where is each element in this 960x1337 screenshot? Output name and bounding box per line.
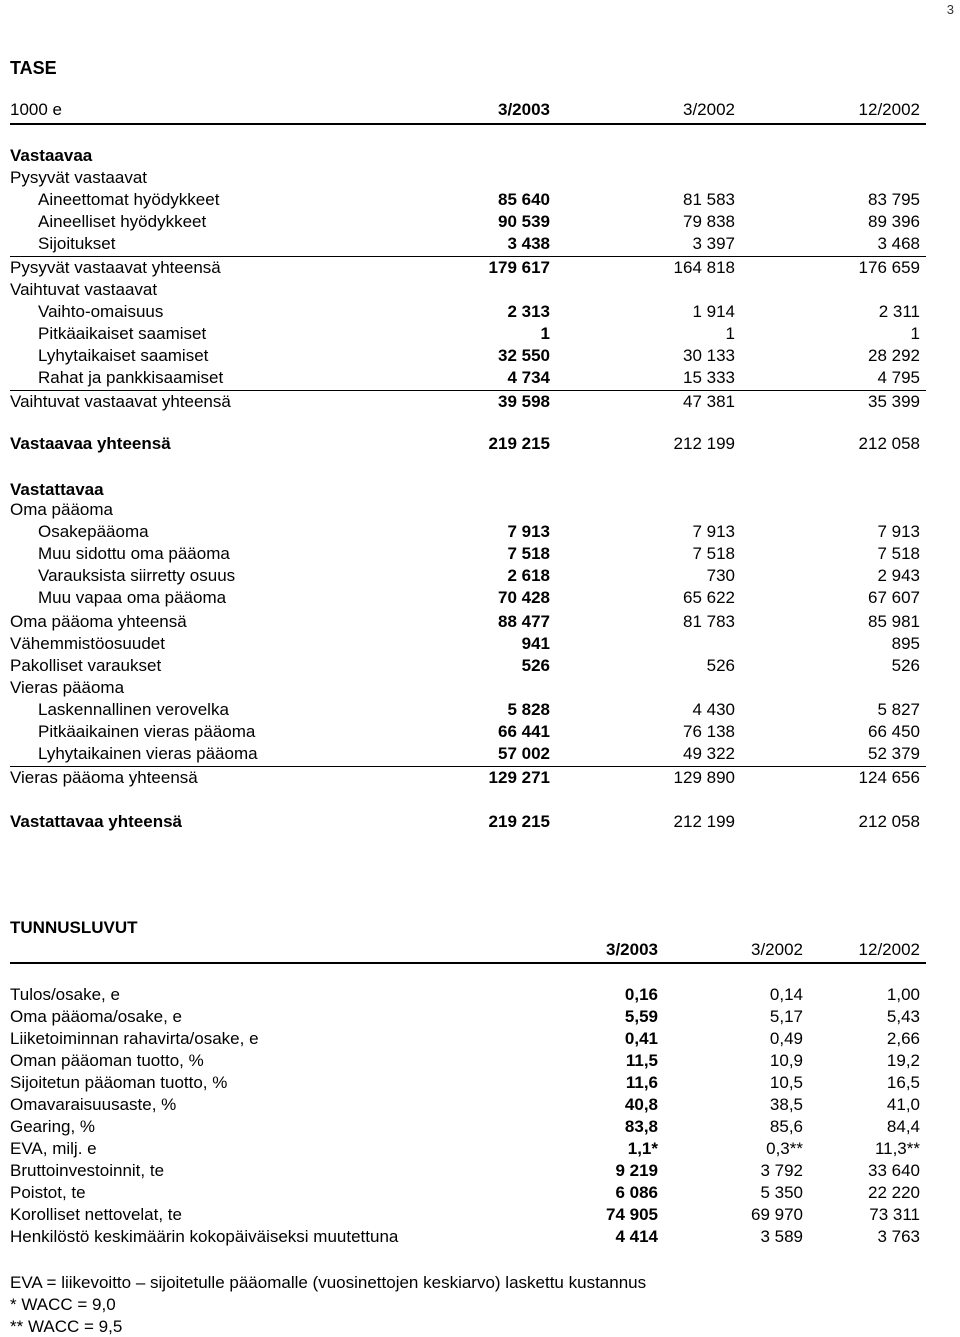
tunnusluvut-col-12-2002: 12/2002 xyxy=(858,940,920,959)
tase-row-label: Vaihtuvat vastaavat xyxy=(10,280,158,299)
tase-cell-3-2003: 39 598 xyxy=(498,392,550,411)
tase-cell-12-2002: 52 379 xyxy=(868,744,920,763)
tase-cell-3-2003: 5 828 xyxy=(507,700,550,719)
tunnusluvut-cell-3-2002: 85,6 xyxy=(769,1117,803,1136)
tase-row-label: Vastattavaa xyxy=(10,480,104,499)
tase-cell-12-2002: 85 981 xyxy=(868,612,920,631)
tase-row xyxy=(0,656,960,676)
tunnusluvut-cell-3-2003: 11,6 xyxy=(625,1073,658,1092)
tase-cell-3-2003: 66 441 xyxy=(498,722,550,741)
tase-row-label: Vastaavaa xyxy=(10,146,93,165)
tase-cell-3-2003: 3 438 xyxy=(507,234,550,253)
tase-col-12-2002: 12/2002 xyxy=(858,100,920,119)
tunnusluvut-cell-12-2002: 41,0 xyxy=(886,1095,920,1114)
tase-title: TASE xyxy=(10,58,57,78)
tase-cell-3-2002: 15 333 xyxy=(683,368,735,387)
tunnusluvut-row-label: Omavaraisuusaste, % xyxy=(10,1095,177,1114)
tase-row xyxy=(0,368,960,388)
tase-cell-3-2003: 526 xyxy=(521,656,550,675)
tase-cell-3-2003: 1 xyxy=(540,324,550,343)
tase-row-label: Osakepääoma xyxy=(38,522,149,541)
tase-cell-3-2003: 2 618 xyxy=(507,566,550,585)
tase-row-label: Varauksista siirretty osuus xyxy=(38,566,236,585)
tase-cell-12-2002: 124 656 xyxy=(858,768,920,787)
tase-cell-3-2003: 129 271 xyxy=(488,768,550,787)
tunnusluvut-cell-12-2002: 11,3** xyxy=(874,1139,920,1158)
tase-cell-12-2002: 3 468 xyxy=(877,234,920,253)
tase-header-rule xyxy=(10,123,926,125)
tunnusluvut-cell-3-2003: 0,16 xyxy=(624,985,658,1004)
tunnusluvut-row xyxy=(0,1117,960,1137)
tase-row-label: Pitkäaikainen vieras pääoma xyxy=(38,722,256,741)
tunnusluvut-col-3-2002: 3/2002 xyxy=(751,940,803,959)
tunnusluvut-row-label: EVA, milj. e xyxy=(10,1139,97,1158)
footnote-eva: EVA = liikevoitto – sijoitetulle pääomalle (vuosinettojen keskiarvo) laskettu kustannus xyxy=(10,1273,647,1292)
tase-unit: 1000 e xyxy=(10,100,62,119)
tunnusluvut-cell-3-2003: 5,59 xyxy=(624,1007,658,1026)
tase-cell-3-2002: 3 397 xyxy=(692,234,735,253)
tase-cell-12-2002: 526 xyxy=(891,656,920,675)
tase-row-label: Vastaavaa yhteensä xyxy=(10,434,171,453)
tase-header-row xyxy=(0,100,960,120)
tase-row xyxy=(0,258,960,278)
tase-row xyxy=(0,302,960,322)
tunnusluvut-row xyxy=(0,1139,960,1159)
tunnusluvut-cell-3-2002: 0,3** xyxy=(766,1139,803,1158)
tunnusluvut-row xyxy=(0,1051,960,1071)
tase-row-label: Pysyvät vastaavat yhteensä xyxy=(10,258,221,277)
tase-cell-3-2002: 1 914 xyxy=(692,302,735,321)
tase-row xyxy=(0,544,960,564)
tase-row-label: Vähemmistöosuudet xyxy=(10,634,165,653)
tase-row-label: Muu vapaa oma pääoma xyxy=(38,588,227,607)
tase-row xyxy=(0,522,960,542)
tase-cell-3-2002: 7 518 xyxy=(692,544,735,563)
tase-row-label: Pitkäaikaiset saamiset xyxy=(38,324,207,343)
tase-row-label: Laskennallinen verovelka xyxy=(38,700,229,719)
tunnusluvut-header-row xyxy=(0,940,960,960)
tase-row xyxy=(0,700,960,720)
tase-cell-12-2002: 1 xyxy=(910,324,920,343)
tase-cell-12-2002: 4 795 xyxy=(877,368,920,387)
tase-cell-3-2002: 129 890 xyxy=(673,768,735,787)
tase-col-3-2002: 3/2002 xyxy=(683,100,735,119)
tase-cell-3-2003: 219 215 xyxy=(488,434,550,453)
tunnusluvut-row xyxy=(0,1073,960,1093)
tase-cell-3-2003: 85 640 xyxy=(498,190,550,209)
tase-cell-3-2002: 49 322 xyxy=(683,744,735,763)
tunnusluvut-row-label: Gearing, % xyxy=(10,1117,96,1136)
tase-cell-3-2002: 65 622 xyxy=(683,588,735,607)
tase-cell-3-2003: 7 913 xyxy=(507,522,550,541)
tase-row-label: Vastattavaa yhteensä xyxy=(10,812,182,831)
tunnusluvut-cell-3-2003: 83,8 xyxy=(624,1117,658,1136)
tase-row-label: Aineelliset hyödykkeet xyxy=(38,212,207,231)
tase-row xyxy=(0,234,960,254)
tase-row-label: Pakolliset varaukset xyxy=(10,656,162,675)
tase-cell-12-2002: 28 292 xyxy=(868,346,920,365)
tase-cell-3-2002: 81 583 xyxy=(683,190,735,209)
tase-row xyxy=(0,146,960,166)
tunnusluvut-col-3-2003: 3/2003 xyxy=(606,940,658,959)
tunnusluvut-row-label: Oma pääoma/osake, e xyxy=(10,1007,182,1026)
tase-cell-12-2002: 5 827 xyxy=(877,700,920,719)
tunnusluvut-cell-12-2002: 3 763 xyxy=(877,1227,920,1246)
tase-cell-3-2002: 81 783 xyxy=(683,612,735,631)
tase-cell-12-2002: 212 058 xyxy=(858,434,920,453)
tunnusluvut-cell-3-2002: 3 589 xyxy=(760,1227,803,1246)
tase-cell-3-2002: 212 199 xyxy=(673,434,735,453)
tunnusluvut-row-label: Korolliset nettovelat, te xyxy=(10,1205,182,1224)
tase-row xyxy=(0,612,960,632)
tase-cell-3-2002: 76 138 xyxy=(683,722,735,741)
tase-cell-3-2003: 32 550 xyxy=(498,346,550,365)
tase-cell-3-2003: 70 428 xyxy=(498,588,550,607)
tase-cell-3-2003: 941 xyxy=(521,634,550,653)
tase-row xyxy=(0,434,960,454)
tase-cell-3-2003: 219 215 xyxy=(488,812,550,831)
tase-row-label: Vaihto-omaisuus xyxy=(38,302,164,321)
tase-cell-12-2002: 2 943 xyxy=(877,566,920,585)
tase-cell-3-2002: 79 838 xyxy=(683,212,735,231)
tunnusluvut-row xyxy=(0,1183,960,1203)
tase-cell-3-2003: 88 477 xyxy=(498,612,550,631)
tunnusluvut-cell-3-2002: 5 350 xyxy=(760,1183,803,1202)
tunnusluvut-row xyxy=(0,1007,960,1027)
tunnusluvut-cell-3-2003: 74 905 xyxy=(606,1205,658,1224)
tase-cell-12-2002: 212 058 xyxy=(858,812,920,831)
tase-row xyxy=(0,678,960,698)
tase-cell-12-2002: 66 450 xyxy=(868,722,920,741)
tase-cell-3-2002: 47 381 xyxy=(683,392,735,411)
tase-cell-3-2002: 4 430 xyxy=(692,700,735,719)
tase-cell-12-2002: 67 607 xyxy=(868,588,920,607)
tase-cell-12-2002: 35 399 xyxy=(868,392,920,411)
tunnusluvut-cell-12-2002: 33 640 xyxy=(868,1161,920,1180)
tunnusluvut-row xyxy=(0,1095,960,1115)
tase-cell-3-2003: 57 002 xyxy=(498,744,550,763)
tase-row-label: Vieras pääoma xyxy=(10,678,125,697)
tase-row xyxy=(0,588,960,608)
tase-row-label: Lyhytaikainen vieras pääoma xyxy=(38,744,258,763)
tase-row xyxy=(0,212,960,232)
tunnusluvut-cell-3-2003: 1,1* xyxy=(627,1139,658,1158)
tunnusluvut-cell-3-2002: 69 970 xyxy=(751,1205,803,1224)
tunnusluvut-cell-3-2003: 6 086 xyxy=(615,1183,658,1202)
tunnusluvut-cell-3-2003: 11,5 xyxy=(625,1051,658,1070)
tase-row-label: Aineettomat hyödykkeet xyxy=(38,190,220,209)
tase-cell-3-2003: 4 734 xyxy=(507,368,550,387)
tunnusluvut-cell-3-2002: 38,5 xyxy=(769,1095,803,1114)
tunnusluvut-row-label: Poistot, te xyxy=(10,1183,86,1202)
page-number: 3 xyxy=(946,2,954,17)
tunnusluvut-row-label: Liiketoiminnan rahavirta/osake, e xyxy=(10,1029,259,1048)
tase-row xyxy=(0,768,960,788)
tunnusluvut-row-label: Tulos/osake, e xyxy=(10,985,120,1004)
tase-cell-12-2002: 176 659 xyxy=(858,258,920,277)
tunnusluvut-row xyxy=(0,985,960,1005)
tunnusluvut-row xyxy=(0,1227,960,1247)
tase-row-label: Lyhytaikaiset saamiset xyxy=(38,346,209,365)
tase-row xyxy=(0,480,960,500)
tase-cell-12-2002: 895 xyxy=(891,634,920,653)
tase-row xyxy=(0,722,960,742)
tase-row-label: Vaihtuvat vastaavat yhteensä xyxy=(10,392,231,411)
tunnusluvut-row xyxy=(0,1029,960,1049)
tase-cell-3-2003: 179 617 xyxy=(488,258,550,277)
tase-row-label: Rahat ja pankkisaamiset xyxy=(38,368,224,387)
tase-cell-3-2002: 1 xyxy=(725,324,735,343)
tase-row-label: Muu sidottu oma pääoma xyxy=(38,544,230,563)
tunnusluvut-header-rule xyxy=(10,962,926,964)
tase-cell-12-2002: 89 396 xyxy=(868,212,920,231)
subtotal-rule xyxy=(10,766,926,767)
tase-row xyxy=(0,190,960,210)
tase-cell-3-2002: 526 xyxy=(706,656,735,675)
tunnusluvut-row-label: Sijoitetun pääoman tuotto, % xyxy=(10,1073,228,1092)
tase-col-3-2003: 3/2003 xyxy=(498,100,550,119)
tase-row xyxy=(0,280,960,300)
tase-row xyxy=(0,634,960,654)
tase-cell-12-2002: 7 913 xyxy=(877,522,920,541)
tunnusluvut-cell-3-2002: 5,17 xyxy=(769,1007,803,1026)
tase-row-label: Sijoitukset xyxy=(38,234,116,253)
tase-cell-3-2003: 90 539 xyxy=(498,212,550,231)
tunnusluvut-cell-12-2002: 1,00 xyxy=(886,985,920,1004)
tunnusluvut-cell-3-2002: 10,9 xyxy=(769,1051,803,1070)
tunnusluvut-cell-12-2002: 19,2 xyxy=(886,1051,920,1070)
tase-row xyxy=(0,812,960,832)
tase-row-label: Oma pääoma xyxy=(10,500,113,519)
tase-cell-3-2002: 212 199 xyxy=(673,812,735,831)
tunnusluvut-cell-3-2003: 40,8 xyxy=(624,1095,658,1114)
tunnusluvut-cell-12-2002: 16,5 xyxy=(886,1073,920,1092)
tase-row xyxy=(0,744,960,764)
tunnusluvut-row-label: Henkilöstö keskimäärin kokopäiväiseksi muutettuna xyxy=(10,1227,399,1246)
tunnusluvut-row xyxy=(0,1205,960,1225)
tunnusluvut-cell-12-2002: 22 220 xyxy=(868,1183,920,1202)
tunnusluvut-cell-3-2002: 0,49 xyxy=(769,1029,803,1048)
tase-row-label: Vieras pääoma yhteensä xyxy=(10,768,198,787)
tunnusluvut-cell-12-2002: 2,66 xyxy=(886,1029,920,1048)
tunnusluvut-row-label: Bruttoinvestoinnit, te xyxy=(10,1161,165,1180)
tase-cell-12-2002: 83 795 xyxy=(868,190,920,209)
footnote-wacc-1: * WACC = 9,0 xyxy=(10,1295,116,1314)
tase-row xyxy=(0,324,960,344)
tase-row xyxy=(0,346,960,366)
tunnusluvut-row-label: Oman pääoman tuotto, % xyxy=(10,1051,204,1070)
tase-cell-12-2002: 7 518 xyxy=(877,544,920,563)
tunnusluvut-cell-3-2003: 4 414 xyxy=(615,1227,658,1246)
tase-row-label: Pysyvät vastaavat xyxy=(10,168,148,187)
tunnusluvut-row xyxy=(0,1161,960,1181)
tunnusluvut-cell-12-2002: 84,4 xyxy=(886,1117,920,1136)
tase-cell-3-2002: 730 xyxy=(706,566,735,585)
tunnusluvut-cell-3-2002: 0,14 xyxy=(769,985,803,1004)
tase-row xyxy=(0,500,960,520)
subtotal-rule xyxy=(10,390,926,391)
tase-cell-3-2003: 7 518 xyxy=(507,544,550,563)
tase-cell-3-2002: 164 818 xyxy=(673,258,735,277)
tunnusluvut-cell-3-2003: 9 219 xyxy=(615,1161,658,1180)
tase-cell-3-2002: 30 133 xyxy=(683,346,735,365)
footnote-wacc-2: ** WACC = 9,5 xyxy=(10,1317,123,1336)
tunnusluvut-title: TUNNUSLUVUT xyxy=(10,918,138,937)
tunnusluvut-cell-12-2002: 5,43 xyxy=(886,1007,920,1026)
tase-cell-12-2002: 2 311 xyxy=(878,302,920,321)
tunnusluvut-cell-3-2002: 3 792 xyxy=(760,1161,803,1180)
tunnusluvut-cell-12-2002: 73 311 xyxy=(869,1205,920,1224)
tunnusluvut-cell-3-2002: 10,5 xyxy=(769,1073,803,1092)
tase-row xyxy=(0,392,960,412)
tase-cell-3-2003: 2 313 xyxy=(507,302,550,321)
tase-cell-3-2002: 7 913 xyxy=(692,522,735,541)
subtotal-rule xyxy=(10,256,926,257)
tase-row xyxy=(0,566,960,586)
tase-row xyxy=(0,168,960,188)
tunnusluvut-cell-3-2003: 0,41 xyxy=(624,1029,658,1048)
tase-row-label: Oma pääoma yhteensä xyxy=(10,612,187,631)
